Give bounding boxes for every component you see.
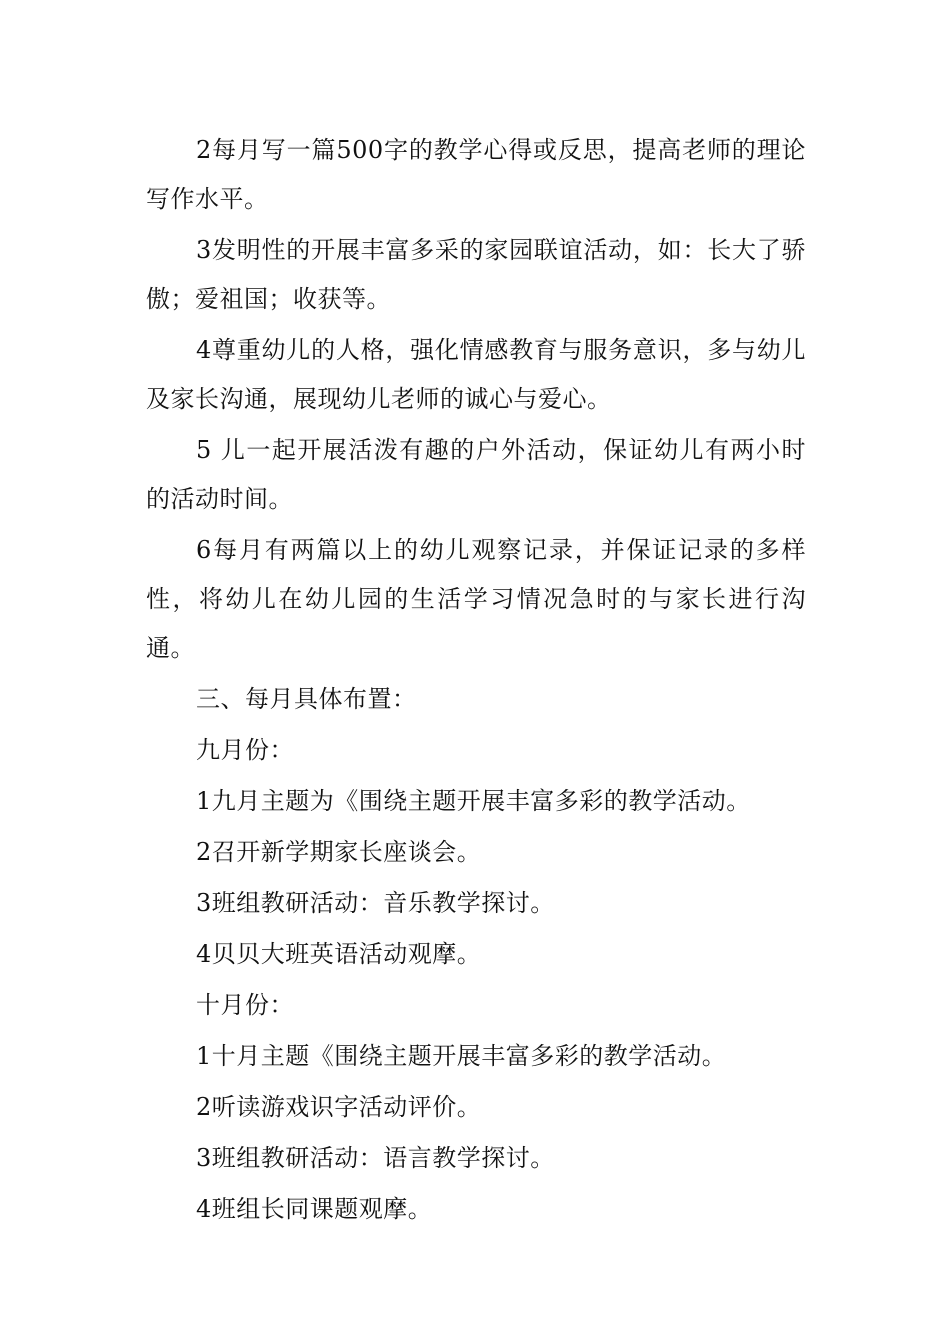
list-item: 1十月主题《围绕主题开展丰富多彩的教学活动。 [196,1042,727,1070]
month-heading: 九月份： [196,736,294,764]
paragraph: 5 儿一起开展活泼有趣的户外活动，保证幼儿有两小时的活动时间。 [146,436,806,513]
list-item: 2召开新学期家长座谈会。 [196,838,482,866]
section-heading: 三、每月具体布置： [196,685,417,713]
paragraph: 3发明性的开展丰富多采的家园联谊活动，如：长大了骄傲；爱祖国；收获等。 [146,236,806,313]
list-item: 3班组教研活动：音乐教学探讨。 [196,889,555,917]
list-item: 1九月主题为《围绕主题开展丰富多彩的教学活动。 [196,787,751,815]
document-page [146,126,806,1234]
paragraph: 6每月有两篇以上的幼儿观察记录，并保证记录的多样性，将幼儿在幼儿园的生活学习情况急时的与家长进行沟通。 [146,536,806,662]
list-item: 3班组教研活动：语言教学探讨。 [196,1144,555,1172]
paragraph: 2每月写一篇500字的教学心得或反思，提高老师的理论写作水平。 [146,136,806,213]
list-item: 4贝贝大班英语活动观摩。 [196,940,482,968]
list-item: 2听读游戏识字活动评价。 [196,1093,482,1121]
paragraph: 4尊重幼儿的人格，强化情感教育与服务意识，多与幼儿及家长沟通，展现幼儿老师的诚心与爱心。 [146,336,806,413]
month-heading: 十月份： [196,991,294,1019]
list-item: 4班组长同课题观摩。 [196,1195,433,1223]
